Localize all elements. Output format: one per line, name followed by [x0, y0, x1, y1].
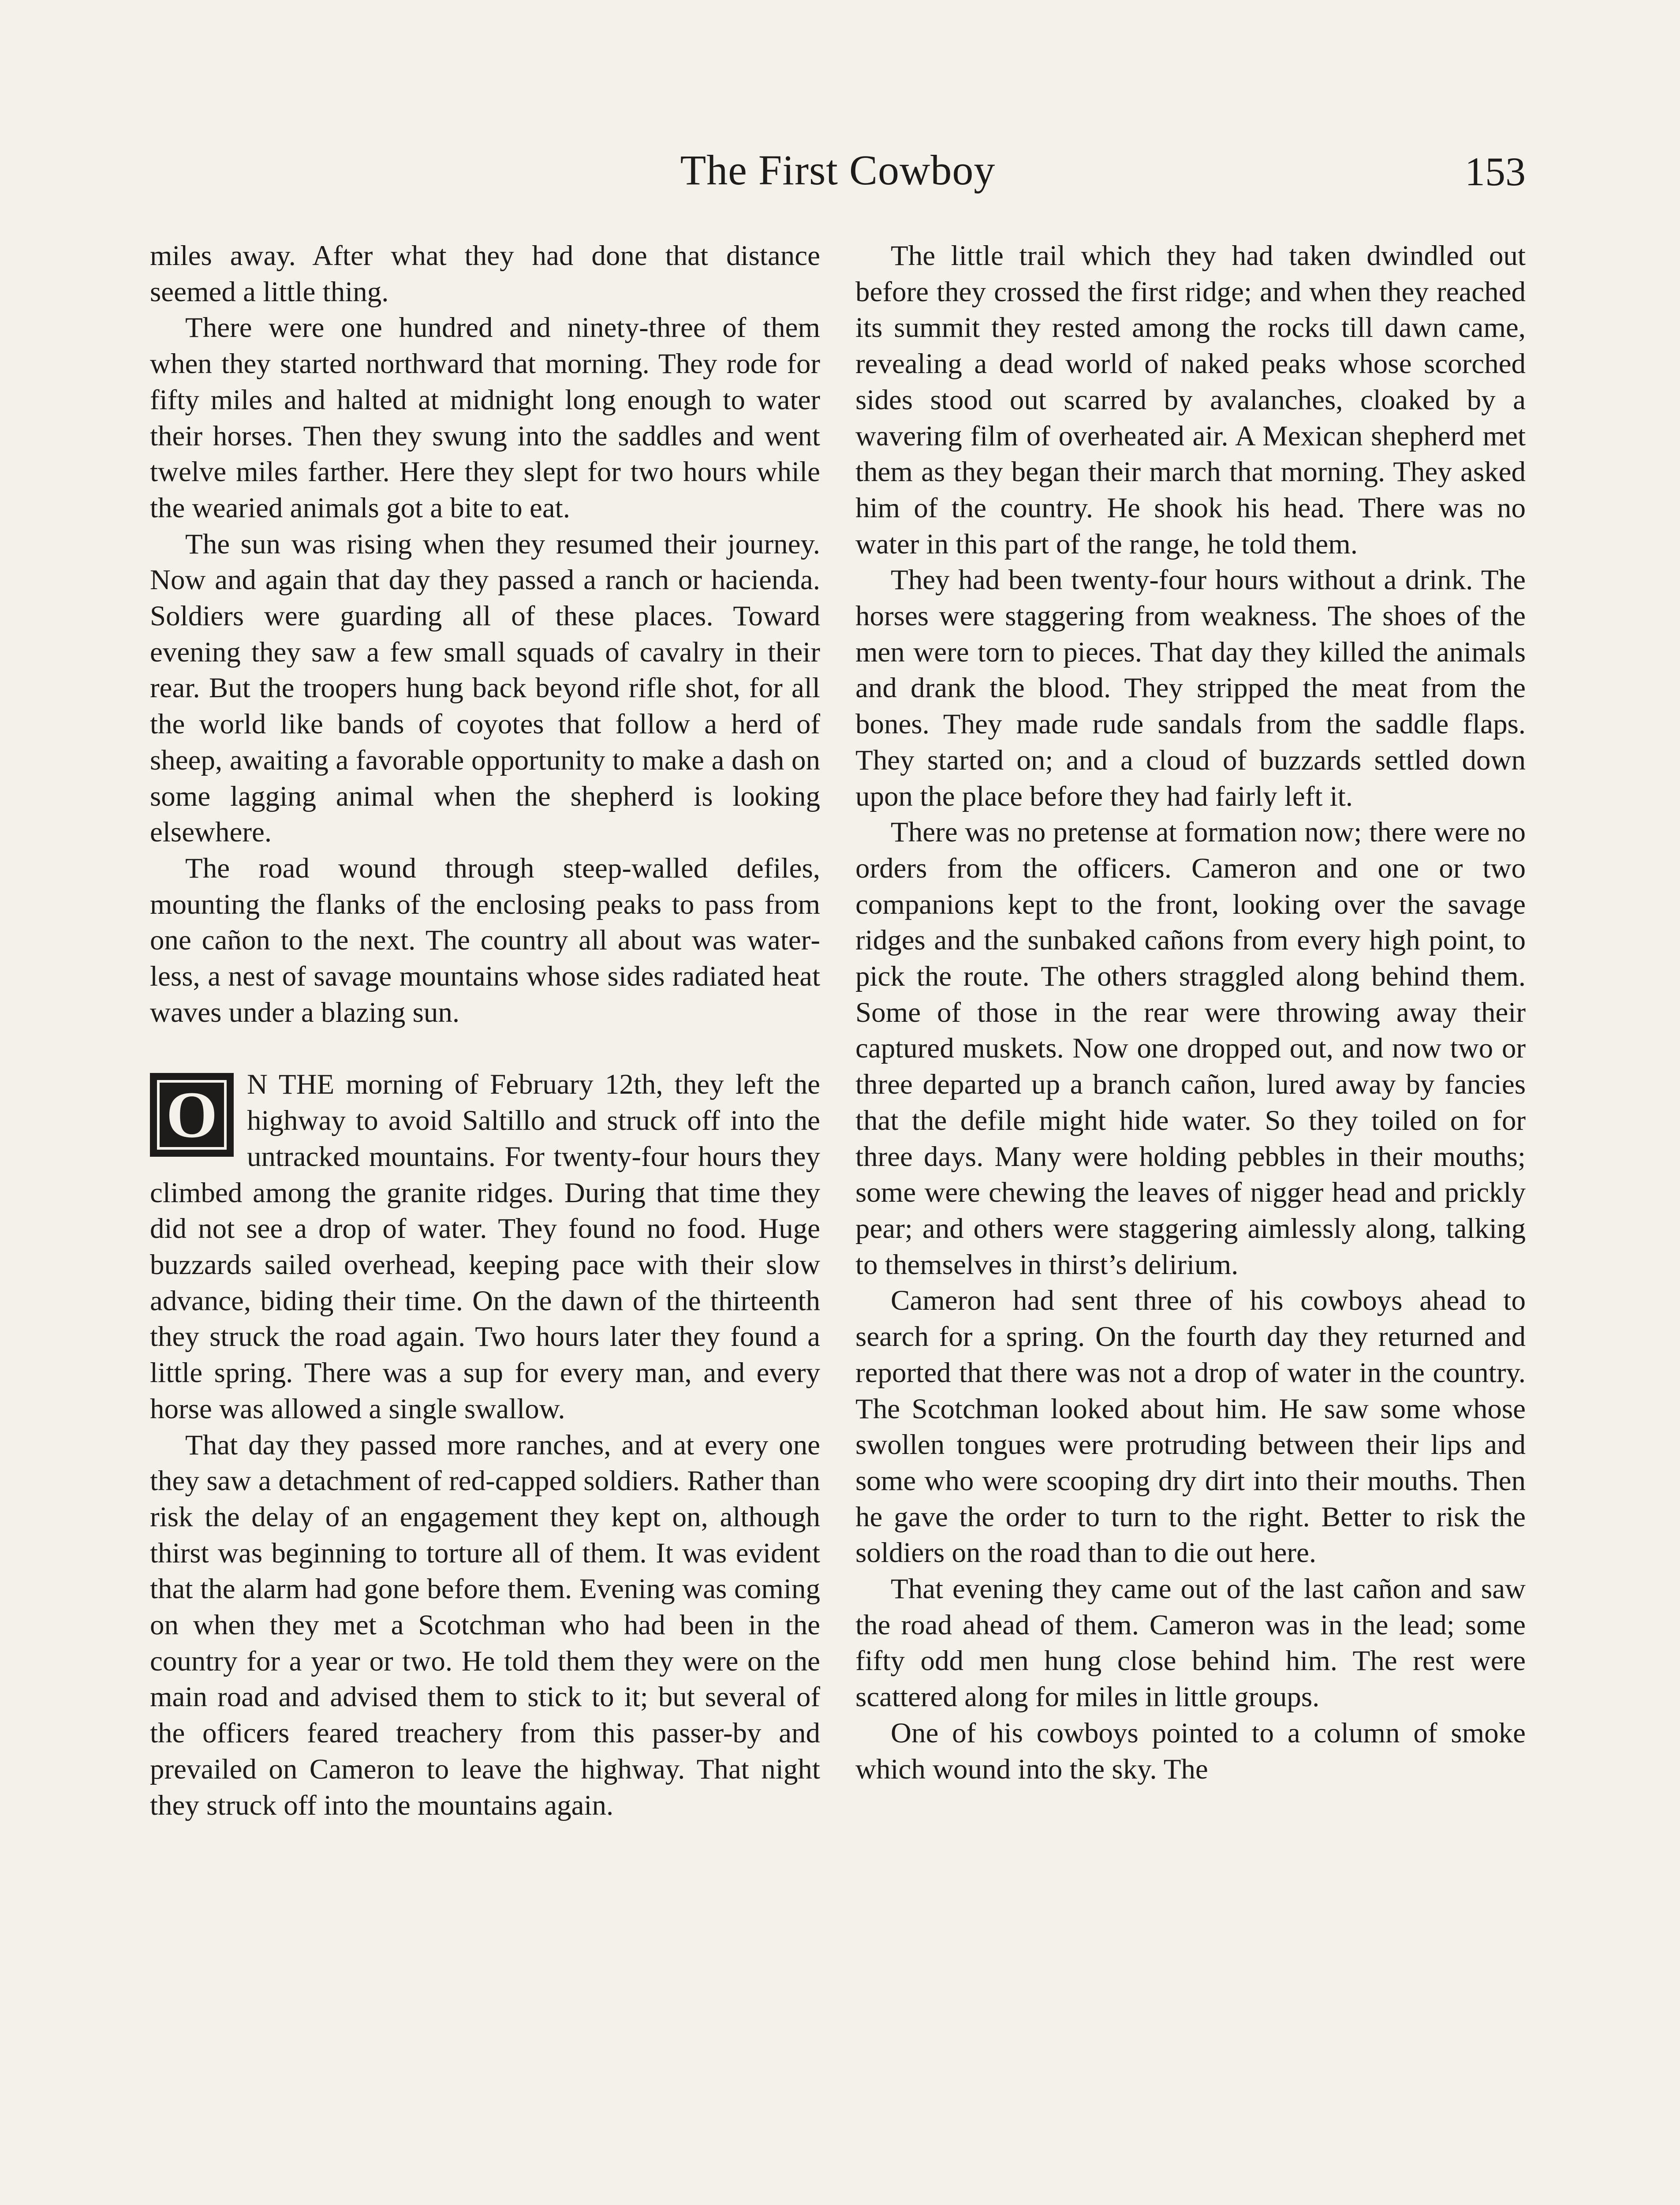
drop-cap-paragraph-text: N THE morning of February 12th, they left the highway to avoid Saltillo and struck off into the untracked mountains. For twenty-four hours they climbed among the granite ridges. During that time they did not see a drop of water. They found no food. Huge buzzards sailed overhead, keeping pace with their slow advance, biding their time. On the dawn of the thirteenth they struck the road again. Two hours later they found a little spring. There was a sup for every man, and every horse was allowed a single swallow. [150, 1069, 820, 1425]
paragraph: The road wound through steep-walled defiles, mounting the flanks of the enclosing peaks to pass from one cañon to the next. The country all about was waterless, a nest of savage mountains whose sides radiated heat waves under a blazing sun. [150, 852, 820, 1028]
paragraph: There was no pretense at formation now; there were no orders from the officers. Cameron and one or two companions kept to the front, looking over the savage ridges and the sunbaked cañons from every high point, to pick the route. The others straggled along behind them. Some of those in the rear were throwing away their captured muskets. Now one dropped out, and now two or three departed up a branch cañon, lured away by fancies that the defile might hide water. So they toiled on for three days. Many were holding pebbles in their mouths; some were chewing the leaves of nigger head and prickly pear; and others were staggering aimlessly along, talking to themselves in thirst’s delirium. [855, 816, 1526, 1281]
paragraph: They had been twenty-four hours without a drink. The horses were staggering from weakness. The shoes of the men were torn to pieces. That day they killed the animals and drank the blood. They stripped the meat from the bones. They made rude sandals from the saddle flaps. They started on; and a cloud of buzzards settled down upon the place before they had fairly left it. [855, 564, 1526, 812]
paragraph: miles away. After what they had done that distance seemed a little thing. [150, 240, 820, 308]
section-break [150, 1031, 820, 1067]
paragraph: That day they passed more ranches, and at every one they saw a detachment of red-capped soldiers. Rather than risk the delay of an engagement they kept on, although thirst was beginning to torture all of them. It was evident that the alarm had gone before them. Evening was coming on when they met a Scotchman who had been in the country for a year or two. He told them they were on the main road and advised them to stick to it; but several of the officers feared treachery from this passer-by and prevailed on Cameron to leave the highway. That night they struck off into the mountains again. [150, 1429, 820, 1821]
paragraph: The little trail which they had taken dwindled out before they crossed the first ridge; and when they reached its summit they rested among the rocks till dawn came, revealing a dead world of naked peaks whose scorched sides stood out scarred by avalanches, cloaked by a wavering film of overheated air. A Mexican shepherd met them as they began their march that morning. They asked him of the country. He shook his head. There was no water in this part of the range, he told them. [855, 240, 1526, 560]
right-column [855, 238, 1526, 1787]
running-head [150, 146, 1526, 207]
paragraph: That evening they came out of the last cañon and saw the road ahead of them. Cameron was in the lead; some fifty odd men hung close behind him. The rest were scattered along for miles in little groups. [855, 1573, 1526, 1713]
ornamental-drop-cap: O [150, 1073, 234, 1157]
paragraph: There were one hundred and ninety-three of them when they started northward that morning. They rode for fifty miles and halted at midnight long enough to water their horses. Then they swung into the saddles and went twelve miles farther. Here they slept for two hours while the wearied animals got a bite to eat. [150, 312, 820, 524]
chapter-title: The First Cowboy [680, 146, 996, 194]
left-column [150, 238, 820, 1824]
drop-cap-paragraph [150, 1067, 820, 1427]
paragraph: The sun was rising when they resumed their journey. Now and again that day they passed a ranch or hacienda. Soldiers were guarding all of these places. Toward evening they saw a few small squads of cavalry in their rear. But the troopers hung back beyond rifle shot, for all the world like bands of coyotes that follow a herd of sheep, awaiting a favorable opportunity to make a dash on some lagging animal when the shepherd is looking elsewhere. [150, 528, 820, 848]
page-number: 153 [1465, 149, 1526, 194]
paragraph: One of his cowboys pointed to a column of smoke which wound into the sky. The [855, 1717, 1526, 1785]
paragraph: Cameron had sent three of his cowboys ahead to search for a spring. On the fourth day they returned and reported that there was not a drop of water in the country. The Scotchman looked about him. He saw some whose swollen tongues were protruding between their lips and some who were scooping dry dirt into their mouths. Then he gave the order to turn to the right. Better to risk the soldiers on the road than to die out here. [855, 1285, 1526, 1569]
